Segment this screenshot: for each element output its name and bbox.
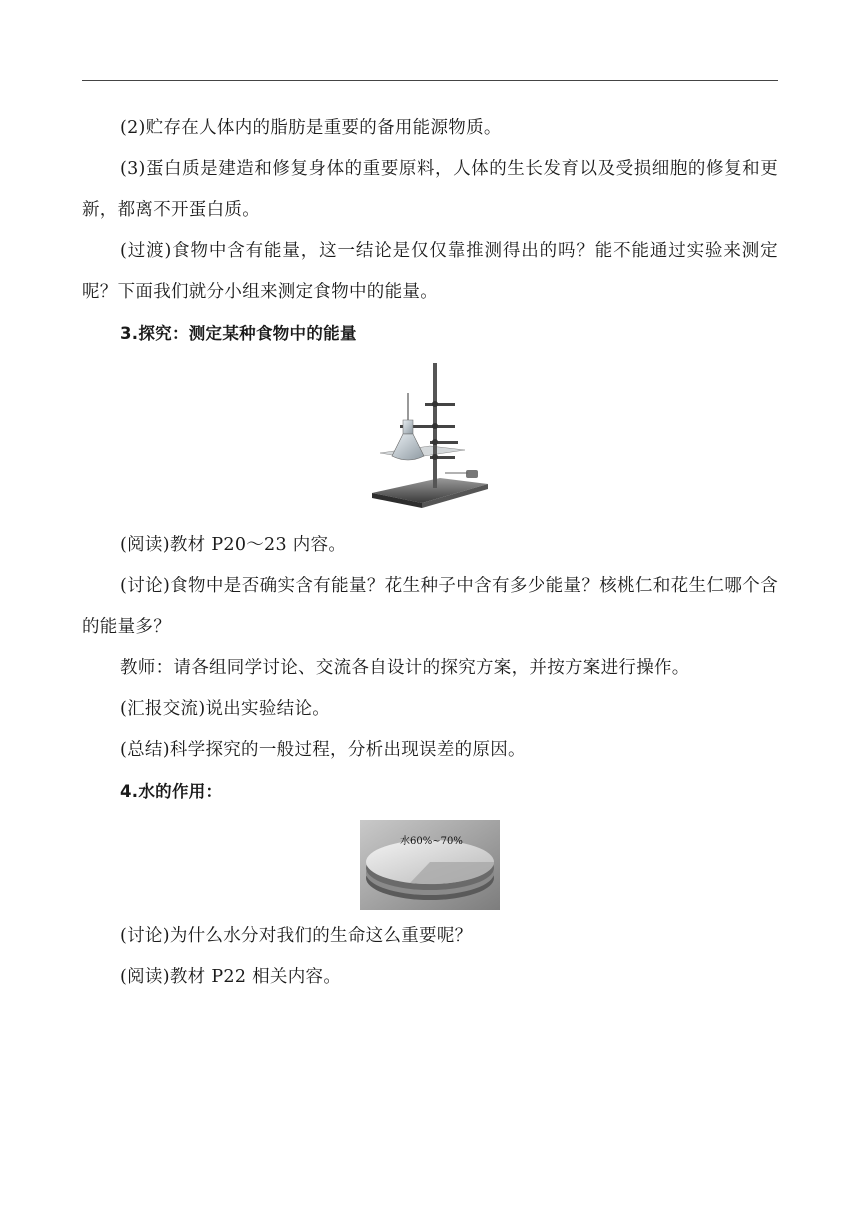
header-rule xyxy=(82,80,778,81)
document-body xyxy=(82,108,778,998)
iron-stand-illustration xyxy=(370,358,490,513)
paragraph-protein: (3)蛋白质是建造和修复身体的重要原料，人体的生长发育以及受损细胞的修复和更新，都离不开蛋白质。 xyxy=(82,159,778,220)
paragraph-reading-1: (阅读)教材 P20～23 内容。 xyxy=(120,535,347,555)
water-proportion-figure xyxy=(360,820,500,910)
paragraph-teacher: 教师：请各组同学讨论、交流各自设计的探究方案，并按方案进行操作。 xyxy=(120,658,690,678)
paragraph-fat: (2)贮存在人体内的脂肪是重要的备用能源物质。 xyxy=(120,118,502,138)
paragraph-discussion-1: (讨论)食物中是否确实含有能量？花生种子中含有多少能量？核桃仁和花生仁哪个含的能量多？ xyxy=(82,576,778,637)
paragraph-report: (汇报交流)说出实验结论。 xyxy=(120,699,331,719)
section-heading-3: 3.探究：测定某种食物中的能量 xyxy=(120,324,357,343)
paragraph-discussion-2: (讨论)为什么水分对我们的生命这么重要呢？ xyxy=(120,926,473,946)
paragraph-transition: (过渡)食物中含有能量，这一结论是仅仅靠推测得出的吗？能不能通过实验来测定呢？下面我们就分小组来测定食物中的能量。 xyxy=(82,241,778,302)
section-heading-4: 4.水的作用： xyxy=(120,782,223,801)
pie-water-label: 水60%~70% xyxy=(400,836,463,847)
paragraph-summary: (总结)科学探究的一般过程，分析出现误差的原因。 xyxy=(120,740,526,760)
paragraph-reading-2: (阅读)教材 P22 相关内容。 xyxy=(120,967,342,987)
experiment-apparatus-figure xyxy=(370,358,490,513)
